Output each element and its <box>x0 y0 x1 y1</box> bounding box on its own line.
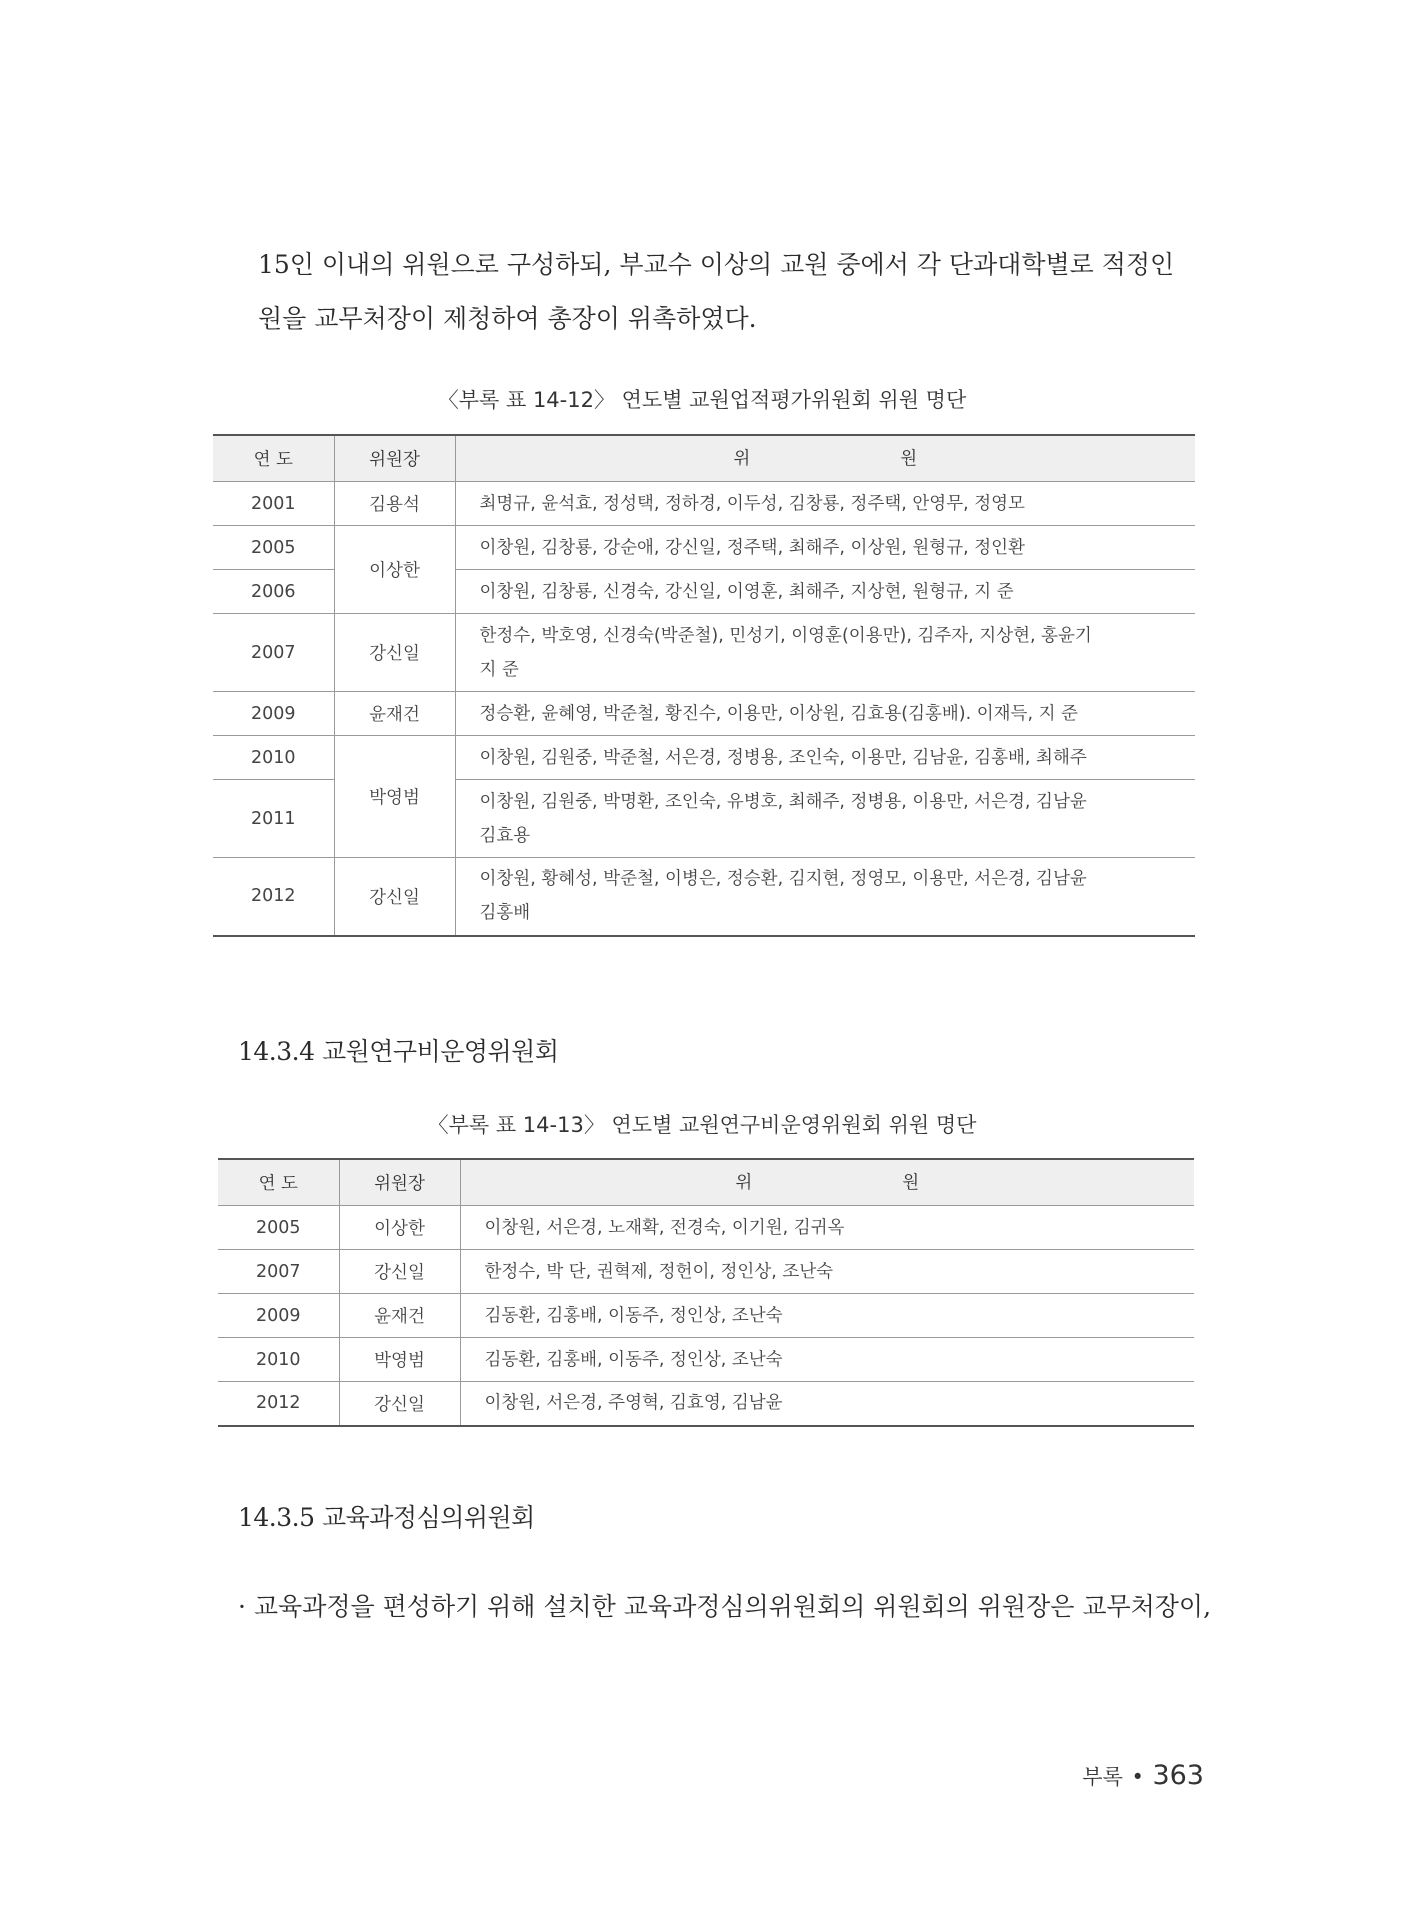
chair-cell: 박영범 <box>334 736 455 858</box>
table-row <box>213 692 1195 736</box>
section-heading-14-3-5: 14.3.5 교육과정심의위원회 <box>238 1503 535 1532</box>
members-cell <box>455 614 1195 692</box>
table1-header-year: 연 도 <box>213 435 334 482</box>
chair-cell: 이상한 <box>334 526 455 614</box>
table2-header-row <box>218 1159 1194 1206</box>
intro-paragraph <box>258 238 1210 346</box>
table1-header-row <box>213 435 1195 482</box>
members-line: 이창원, 황혜성, 박준철, 이병은, 정승환, 김지현, 정영모, 이용만, 서은경, 김남윤 <box>479 869 1087 890</box>
table-row <box>218 1294 1194 1338</box>
table2-header-chair: 위원장 <box>339 1159 460 1206</box>
chair-cell: 박영범 <box>339 1338 460 1382</box>
year-cell: 2007 <box>218 1250 339 1294</box>
members-line: 이창원, 김원중, 박명환, 조인숙, 유병호, 최해주, 정병용, 이용만, 서은경, 김남윤 <box>479 791 1087 812</box>
table2-header-members: 위 원 <box>460 1159 1194 1206</box>
year-cell: 2009 <box>213 692 334 736</box>
members-cell <box>455 780 1195 858</box>
members-cell: 이창원, 김원중, 박준철, 서은경, 정병용, 조인숙, 이용만, 김남윤, 김홍배, 최해주 <box>455 736 1195 780</box>
chair-cell: 강신일 <box>339 1250 460 1294</box>
chair-cell: 윤재건 <box>339 1294 460 1338</box>
table-row <box>213 736 1195 780</box>
table-row <box>213 858 1195 936</box>
table1 <box>213 434 1195 937</box>
table2 <box>218 1158 1194 1427</box>
chair-cell: 강신일 <box>334 858 455 936</box>
members-cell: 이창원, 김창룡, 신경숙, 강신일, 이영훈, 최해주, 지상현, 원형규, 지 준 <box>455 570 1195 614</box>
table-row <box>213 526 1195 570</box>
bullet-paragraph: · 교육과정을 편성하기 위해 설치한 교육과정심의위원회의 위원회의 위원장은 교무처장이, <box>238 1592 1212 1621</box>
year-cell: 2012 <box>213 858 334 936</box>
table-row <box>218 1206 1194 1250</box>
members-cell: 김동환, 김홍배, 이동주, 정인상, 조난숙 <box>460 1294 1194 1338</box>
table1-header-chair: 위원장 <box>334 435 455 482</box>
year-cell: 2005 <box>213 526 334 570</box>
year-cell: 2005 <box>218 1206 339 1250</box>
table2-caption: 〈부록 표 14-13〉 연도별 교원연구비운영위원회 위원 명단 <box>427 1113 977 1137</box>
members-line: 김홍배 <box>479 903 531 924</box>
members-cell: 한정수, 박 단, 권혁제, 정헌이, 정인상, 조난숙 <box>460 1250 1194 1294</box>
members-line: 지 준 <box>479 659 519 680</box>
members-cell <box>455 858 1195 936</box>
page-footer <box>1082 1760 1204 1791</box>
members-cell: 이창원, 김창룡, 강순애, 강신일, 정주택, 최해주, 이상원, 원형규, 정인환 <box>455 526 1195 570</box>
chair-cell: 강신일 <box>334 614 455 692</box>
table-row <box>218 1250 1194 1294</box>
year-cell: 2009 <box>218 1294 339 1338</box>
members-cell: 김동환, 김홍배, 이동주, 정인상, 조난숙 <box>460 1338 1194 1382</box>
chair-cell: 김용석 <box>334 482 455 526</box>
intro-line-1: 15인 이내의 위원으로 구성하되, 부교수 이상의 교원 중에서 각 단과대학별로 적정인 <box>258 250 1175 279</box>
chair-cell: 윤재건 <box>334 692 455 736</box>
year-cell: 2007 <box>213 614 334 692</box>
table-row <box>213 614 1195 692</box>
year-cell: 2012 <box>218 1382 339 1426</box>
table-row <box>213 482 1195 526</box>
table-row <box>218 1338 1194 1382</box>
page-number: 363 <box>1152 1760 1204 1791</box>
members-cell: 이창원, 서은경, 노재확, 전경숙, 이기원, 김귀옥 <box>460 1206 1194 1250</box>
year-cell: 2006 <box>213 570 334 614</box>
members-cell: 이창원, 서은경, 주영혁, 김효영, 김남윤 <box>460 1382 1194 1426</box>
section-heading-14-3-4: 14.3.4 교원연구비운영위원회 <box>238 1037 559 1066</box>
table-row <box>218 1382 1194 1426</box>
year-cell: 2001 <box>213 482 334 526</box>
members-cell: 정승환, 윤혜영, 박준철, 황진수, 이용만, 이상원, 김효용(김홍배). 이재득, 지 준 <box>455 692 1195 736</box>
chair-cell: 강신일 <box>339 1382 460 1426</box>
year-cell: 2010 <box>218 1338 339 1382</box>
footer-section: 부록 <box>1082 1765 1123 1789</box>
year-cell: 2011 <box>213 780 334 858</box>
intro-line-2: 원을 교무처장이 제청하여 총장이 위촉하였다. <box>258 304 757 333</box>
table2-header-year: 연 도 <box>218 1159 339 1206</box>
members-line: 김효용 <box>479 825 531 846</box>
year-cell: 2010 <box>213 736 334 780</box>
members-cell: 최명규, 윤석효, 정성택, 정하경, 이두성, 김창룡, 정주택, 안영무, 정영모 <box>455 482 1195 526</box>
table1-caption: 〈부록 표 14-12〉 연도별 교원업적평가위원회 위원 명단 <box>437 388 967 412</box>
chair-cell: 이상한 <box>339 1206 460 1250</box>
table1-header-members: 위 원 <box>455 435 1195 482</box>
footer-separator: • <box>1131 1765 1144 1789</box>
members-line: 한정수, 박호영, 신경숙(박준철), 민성기, 이영훈(이용만), 김주자, 지상현, 홍윤기 <box>479 625 1092 646</box>
